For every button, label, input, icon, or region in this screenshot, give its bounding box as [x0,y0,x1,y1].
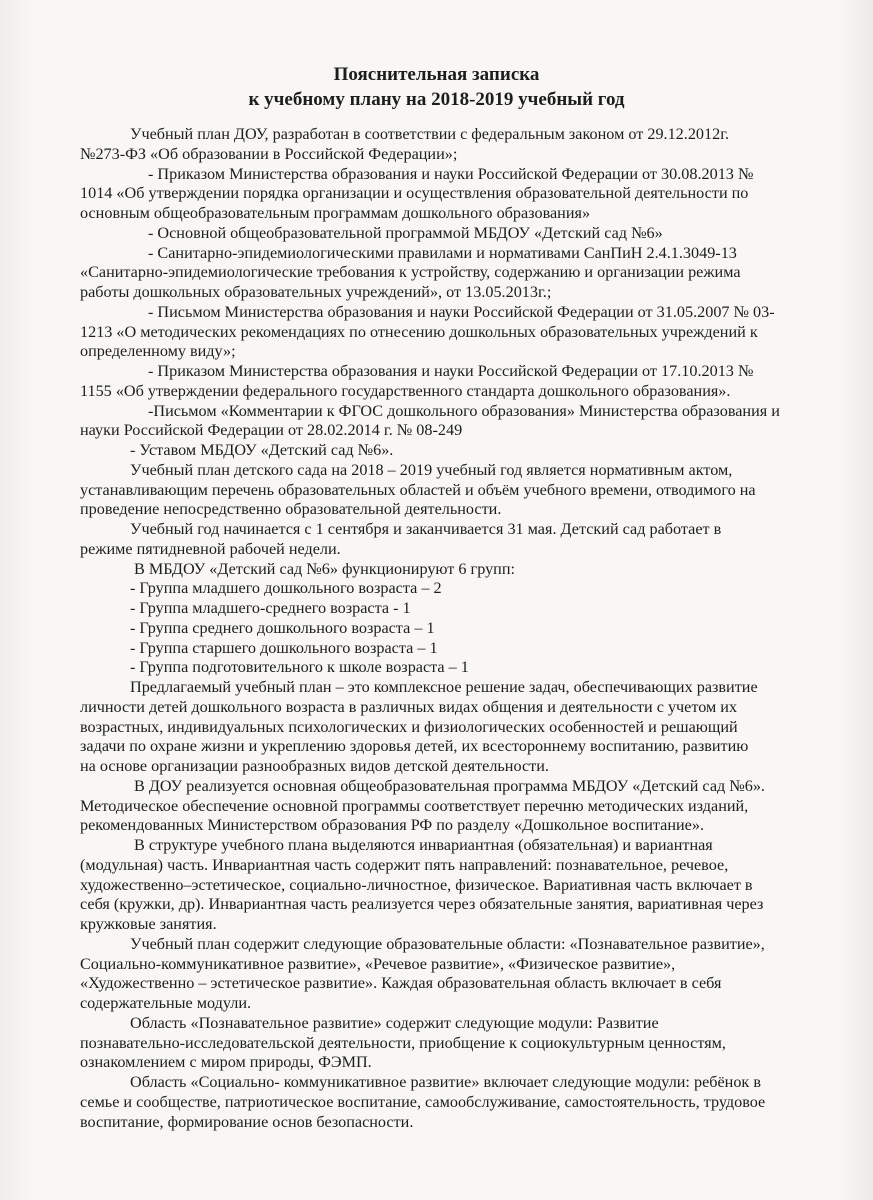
text-line: художественно–эстетическое, социально-личностное, физическое. Вариативная часть включает в [80,875,753,894]
text-line: Методическое обеспечение основной программы соответствует перечню методических изданий, [80,796,749,815]
text-line: В МБДОУ «Детский сад №6» функционируют 6 групп: [134,559,515,578]
paragraph [80,560,805,580]
paragraph [80,362,805,402]
text-line: «Художественно – эстетическое развитие». Каждая образовательная область включает в себя [80,974,722,993]
paragraph [80,1014,805,1073]
document-subtitle: к учебному плану на 2018-2019 учебный год [248,89,625,110]
text-line: работы дошкольных образовательных учреждений», от 13.05.2013г.; [80,283,552,301]
text-line: задачи по охране жизни и укреплению здоровья детей, их всестороннему воспитанию, развитию [80,737,749,756]
text-line: личности детей дошкольного возраста в различных видах общения и деятельности с учетом их [80,697,738,716]
paragraph [80,836,805,935]
text-line: рекомендованных Министерством образования РФ по разделу «Дошкольное воспитание». [80,816,704,835]
text-line: (модульная) часть. Инвариантная часть содержит пять направлений: познавательное, речевое, [80,855,729,874]
text-line: режиме пятидневной рабочей недели. [80,539,341,558]
text-line: - Письмом Министерства образования и науки Российской Федерации от 31.05.2007 № 03- [148,302,775,321]
text-line: кружковые занятия. [80,915,217,933]
text-line: - Приказом Министерства образования и науки Российской Федерации от 30.08.2013 № [148,164,754,183]
text-line: - Основной общеобразовательной программой МБДОУ «Детский сад №6» [148,223,663,242]
text-line: - Уставом МБДОУ «Детский сад №6». [130,441,394,459]
text-line: познавательно-исследовательской деятельности, приобщение к социокультурным ценностям, [80,1033,726,1052]
paragraph [80,639,805,659]
text-line: - Группа старшего дошкольного возраста – 1 [130,638,438,657]
text-line: - Группа младшего дошкольного возраста – 2 [130,579,442,598]
text-line: Область «Социально- коммуникативное развитие» включает следующие модули: ребёнок в [130,1073,761,1091]
paragraph [80,678,805,777]
text-line: Учебный план содержит следующие образовательные области: «Познавательное развитие», [130,934,765,953]
paragraph [80,461,805,520]
text-line: ознакомлением с миром природы, ФЭМП. [80,1053,372,1072]
text-line: воспитание, формирование основ безопасности. [80,1112,414,1131]
text-line: основным общеобразовательным программам дошкольного образования» [80,204,591,222]
paragraph [80,579,805,599]
paragraph [80,520,805,560]
text-line: Область «Познавательное развитие» содержит следующие модули: Развитие [130,1013,659,1032]
text-line: содержательные модули. [80,994,252,1012]
text-line: на основе организации разнообразных видов детской деятельности. [80,757,549,775]
text-line: В структуре учебного плана выделяются инвариантная (обязательная) и вариантная [134,836,713,854]
text-line: В ДОУ реализуется основная общеобразовательная программа МБДОУ «Детский сад №6». [134,776,765,795]
paragraph [80,1073,805,1132]
text-line: возрастных, индивидуальных психологических и физиологических особенностей и решающий [80,717,738,736]
text-line: Социально-коммуникативное развитие», «Речевое развитие», «Физическое развитие», [80,954,676,973]
text-line: 1213 «О методических рекомендациях по отнесению дошкольных образовательных учреждений к [80,322,758,341]
text-line: «Санитарно-эпидемиологические требования к устройству, содержанию и организации режима [80,263,741,282]
text-line: Учебный план ДОУ, разработан в соответствии с федеральным законом от 29.12.2012г. [130,125,730,143]
paragraph [80,224,805,244]
paragraph [80,619,805,639]
text-line: устанавливающим перечень образовательных областей и объём учебного времени, отводимого на [80,480,756,499]
paragraph [80,599,805,619]
text-line: - Приказом Министерства образования и науки Российской Федерации от 17.10.2013 № [148,362,754,380]
paragraph [80,244,805,303]
text-line: - Группа подготовительного к школе возраста – 1 [130,658,469,677]
paragraph [80,303,805,362]
paragraph [80,935,805,1014]
text-line: определенному виду»; [80,342,236,361]
text-line: себя (кружки, др). Инвариантная часть реализуется через обязательные занятия, вариативная через [80,895,764,914]
text-line: - Группа среднего дошкольного возраста – 1 [130,618,435,637]
text-line: №273-ФЗ «Об образовании в Российской Федерации»; [80,144,458,163]
text-line: -Письмом «Комментарии к ФГОС дошкольного образования» Министерства образования и [148,401,780,420]
paragraph [80,441,805,461]
text-line: - Санитарно-эпидемиологическими правилами и нормативами СанПиН 2.4.1.3049-13 [148,243,737,262]
paragraph [80,658,805,678]
text-line: 1155 «Об утверждении федерального государственного стандарта дошкольного образования». [80,381,731,400]
text-line: Предлагаемый учебный план – это комплексное решение задач, обеспечивающих развитие [130,678,758,696]
text-line: науки Российской Федерации от 28.02.2014 г. № 08-249 [80,421,463,440]
text-line: Учебный план детского сада на 2018 – 2019 учебный год является нормативным актом, [130,460,733,479]
paragraph [80,777,805,836]
paragraph [80,402,805,442]
text-line: - Группа младшего-среднего возраста - 1 [130,599,411,617]
paragraph [80,165,805,224]
text-line: семье и сообществе, патриотическое воспитание, самообслуживание, самостоятельность, трудовое [80,1092,766,1111]
paragraph [80,125,805,165]
text-line: 1014 «Об утверждении порядка организации и осуществления образовательной деятельности по [80,184,749,203]
text-line: Учебный год начинается с 1 сентября и заканчивается 31 мая. Детский сад работает в [130,520,722,538]
text-line: проведение непосредственно образовательной деятельности. [80,500,502,519]
document-title: Пояснительная записка [333,64,540,85]
document-body [80,125,805,1132]
